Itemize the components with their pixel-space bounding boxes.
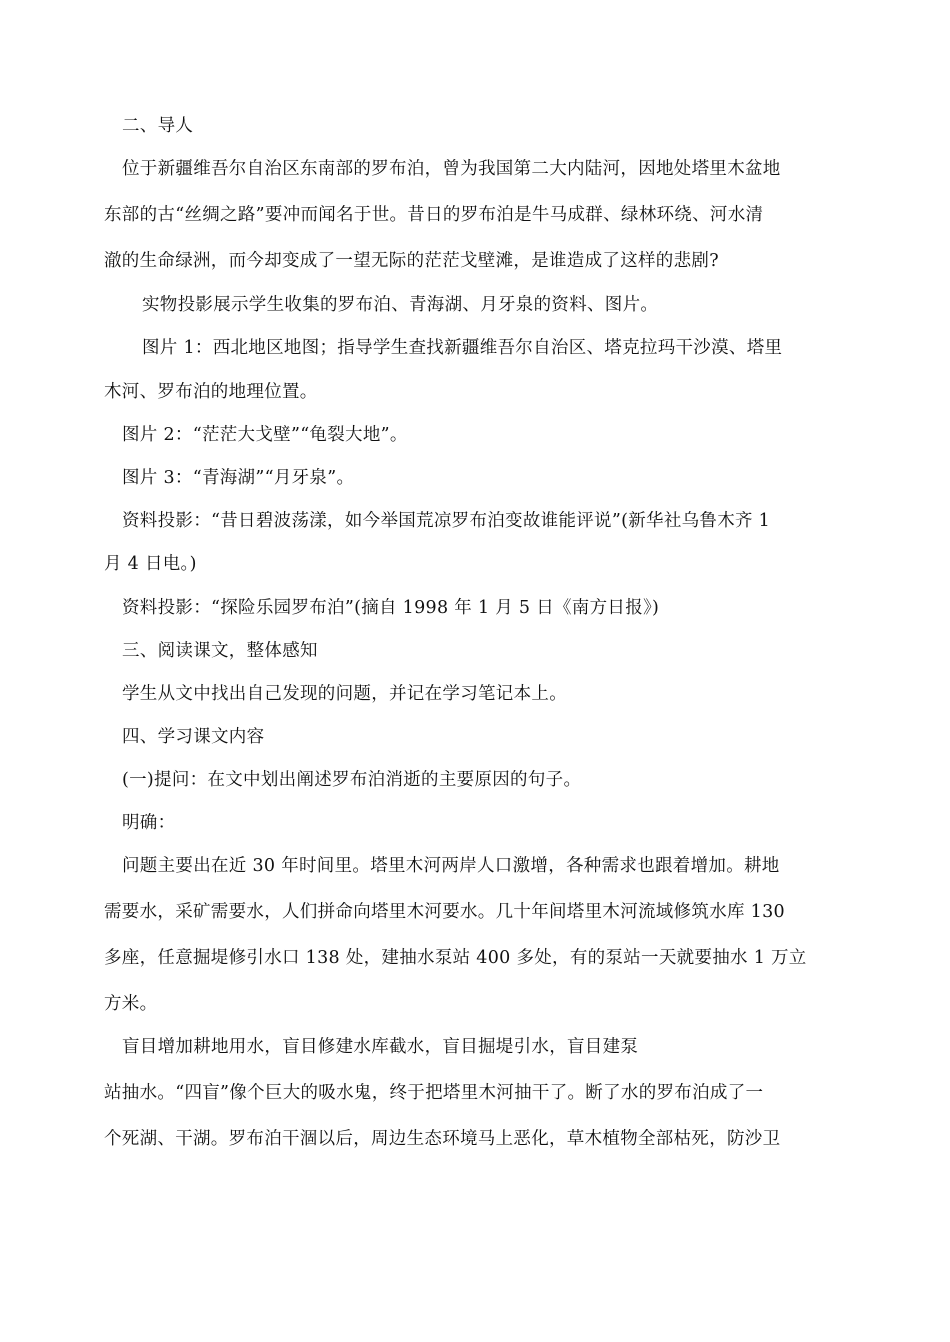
paragraph-line: 资料投影：“探险乐园罗布泊”(摘自 1998 年 1 月 5 日《南方日报》) (122, 598, 660, 618)
paragraph-line: 需要水，采矿需要水，人们拼命向塔里木河要水。几十年间塔里木河流域修筑水库 130 (104, 902, 785, 922)
paragraph-line: (一)提问：在文中划出阐述罗布泊消逝的主要原因的句子。 (122, 770, 582, 790)
paragraph-line: 学生从文中找出自己发现的问题，并记在学习笔记本上。 (122, 684, 567, 704)
paragraph-line: 多座，任意掘堤修引水口 138 处，建抽水泵站 400 多处，有的泵站一天就要抽水 1 万立 (104, 948, 807, 968)
paragraph-line: 图片 3：“青海湖”“月牙泉”。 (122, 468, 355, 488)
paragraph-line: 方米。 (104, 994, 158, 1014)
paragraph-line: 资料投影：“昔日碧波荡漾，如今举国荒凉罗布泊变故谁能评说”(新华社乌鲁木齐 1 (122, 511, 771, 531)
paragraph-line: 站抽水。“四盲”像个巨大的吸水鬼，终于把塔里木河抽干了。断了水的罗布泊成了一 (104, 1083, 764, 1103)
paragraph-line: 图片 1：西北地区地图；指导学生查找新疆维吾尔自治区、塔克拉玛干沙漠、塔里 (142, 338, 783, 358)
paragraph-line: 实物投影展示学生收集的罗布泊、青海湖、月牙泉的资料、图片。 (142, 295, 659, 315)
paragraph-line: 位于新疆维吾尔自治区东南部的罗布泊，曾为我国第二大内陆河，因地处塔里木盆地 (122, 159, 781, 179)
paragraph-line: 明确： (122, 813, 176, 833)
section-heading-content: 四、学习课文内容 (122, 727, 265, 747)
paragraph-line: 月 4 日电。) (104, 554, 197, 574)
paragraph-line: 图片 2：“茫茫大戈壁”“龟裂大地”。 (122, 425, 408, 445)
paragraph-line: 东部的古“丝绸之路”要冲而闻名于世。昔日的罗布泊是牛马成群、绿林环绕、河水清 (104, 205, 764, 225)
paragraph-line: 澈的生命绿洲，而今却变成了一望无际的茫茫戈壁滩，是谁造成了这样的悲剧? (104, 251, 719, 271)
paragraph-line: 盲目增加耕地用水，盲目修建水库截水，盲目掘堤引水，盲目建泵 (122, 1037, 639, 1057)
section-heading-intro: 二、导人 (122, 116, 194, 136)
paragraph-line: 问题主要出在近 30 年时间里。塔里木河两岸人口激增，各种需求也跟着增加。耕地 (122, 856, 780, 876)
paragraph-line: 木河、罗布泊的地理位置。 (104, 382, 318, 402)
paragraph-line: 个死湖、干湖。罗布泊干涸以后，周边生态环境马上恶化，草木植物全部枯死，防沙卫 (104, 1129, 781, 1149)
section-heading-reading: 三、阅读课文，整体感知 (122, 641, 318, 661)
